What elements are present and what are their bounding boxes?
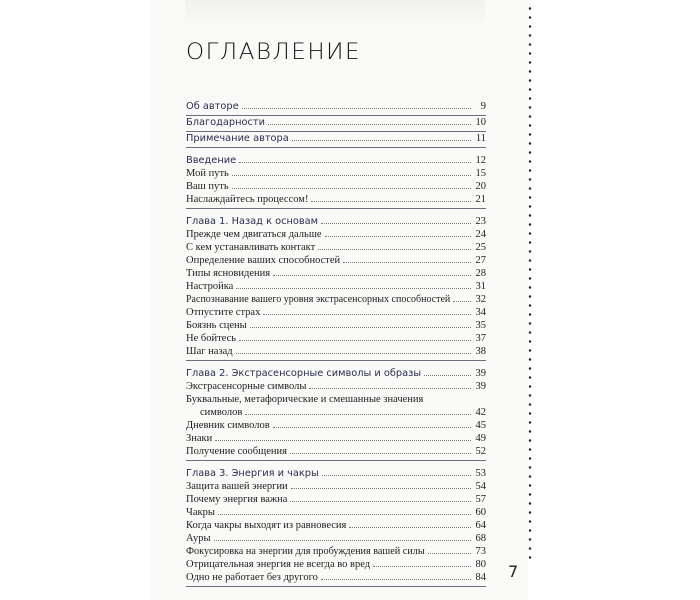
page-ref: 32 — [475, 294, 486, 305]
page-ref: 49 — [475, 433, 486, 444]
toc-entry-wrapped: Буквальные, метафорические и смешанные значения символов 42 — [186, 394, 486, 418]
toc-entry: С кем устанавливать контакт 25 — [186, 242, 486, 253]
toc-entry: Фокусировка на энергии для пробуждения вашей силы 73 — [186, 546, 486, 557]
page-ref: 31 — [475, 281, 486, 292]
page-ref: 42 — [475, 407, 486, 418]
page-ref: 54 — [475, 481, 486, 492]
toc-entry: Ауры 68 — [186, 533, 486, 544]
toc-entry: Отпустите страх 34 — [186, 307, 486, 318]
toc-entry: Получение сообщения 52 — [186, 446, 486, 457]
page-ref: 52 — [475, 446, 486, 457]
page-ref: 60 — [475, 507, 486, 518]
page-title: ОГЛАВЛЕНИЕ — [186, 40, 362, 65]
table-of-contents — [186, 100, 486, 587]
toc-entry: Почему энергия важна 57 — [186, 494, 486, 505]
toc-entry: Защита вашей энергии 54 — [186, 481, 486, 492]
toc-heading-introduction: Введение 12 — [186, 155, 486, 166]
page-ref: 68 — [475, 533, 486, 544]
page-ref: 45 — [475, 420, 486, 431]
page-ref: 57 — [475, 494, 486, 505]
page-ref: 34 — [475, 307, 486, 318]
page-ref: 80 — [475, 559, 486, 570]
toc-entry: Знаки 49 — [186, 433, 486, 444]
toc-entry: Типы ясновидения 28 — [186, 268, 486, 279]
page-ref: 84 — [475, 572, 486, 583]
toc-entry: Мой путь 15 — [186, 168, 486, 179]
toc-entry: Ваш путь 20 — [186, 181, 486, 192]
toc-entry: Боязнь сцены 35 — [186, 320, 486, 331]
toc-entry: Отрицательная энергия не всегда во вред 80 — [186, 559, 486, 570]
page-ref: 37 — [475, 333, 486, 344]
divider — [186, 586, 486, 587]
page-ref: 9 — [480, 101, 486, 112]
page-ref: 11 — [475, 133, 486, 144]
toc-entry: Шаг назад 38 — [186, 346, 486, 357]
toc-entry: Настройка 31 — [186, 281, 486, 292]
toc-entry: Экстрасенсорные символы 39 — [186, 381, 486, 392]
toc-heading-chapter-3: Глава 3. Энергия и чакры 53 — [186, 468, 486, 479]
page-ref: 15 — [475, 168, 486, 179]
toc-entry: Наслаждайтесь процессом! 21 — [186, 194, 486, 205]
toc-entry-acknowledgements: Благодарности 10 — [186, 117, 486, 128]
page-ref: 38 — [475, 346, 486, 357]
perforation-edge — [528, 4, 532, 564]
page-ref: 23 — [475, 216, 486, 227]
page-ref: 53 — [475, 468, 486, 479]
page-ref: 64 — [475, 520, 486, 531]
page-ref: 20 — [475, 181, 486, 192]
page-ref: 27 — [475, 255, 486, 266]
toc-entry: Прежде чем двигаться дальше 24 — [186, 229, 486, 240]
toc-entry: Когда чакры выходят из равновесия 64 — [186, 520, 486, 531]
toc-entry-author-note: Примечание автора 11 — [186, 133, 486, 144]
toc-heading-chapter-1: Глава 1. Назад к основам 23 — [186, 216, 486, 227]
toc-entry: Дневник символов 45 — [186, 420, 486, 431]
page-ref: 12 — [475, 155, 486, 166]
toc-entry: Определение ваших способностей 27 — [186, 255, 486, 266]
toc-entry: Распознавание вашего уровня экстрасенсорных способностей 32 — [186, 294, 486, 305]
bleed-through-shadow — [185, 0, 485, 22]
toc-entry: Одно не работает без другого 84 — [186, 572, 486, 583]
toc-entry: Не бойтесь 37 — [186, 333, 486, 344]
page-ref: 21 — [475, 194, 486, 205]
toc-entry-about-author: Об авторе 9 — [186, 101, 486, 112]
page-ref: 28 — [475, 268, 486, 279]
page-ref: 35 — [475, 320, 486, 331]
toc-heading-chapter-2: Глава 2. Экстрасенсорные символы и образы 39 — [186, 368, 486, 379]
page-ref: 25 — [475, 242, 486, 253]
page-ref: 39 — [475, 381, 486, 392]
page-ref: 39 — [475, 368, 486, 379]
page-ref: 24 — [475, 229, 486, 240]
page-number: 7 — [508, 562, 519, 581]
page-ref: 10 — [475, 117, 486, 128]
toc-entry: Чакры 60 — [186, 507, 486, 518]
page-ref: 73 — [475, 546, 486, 557]
